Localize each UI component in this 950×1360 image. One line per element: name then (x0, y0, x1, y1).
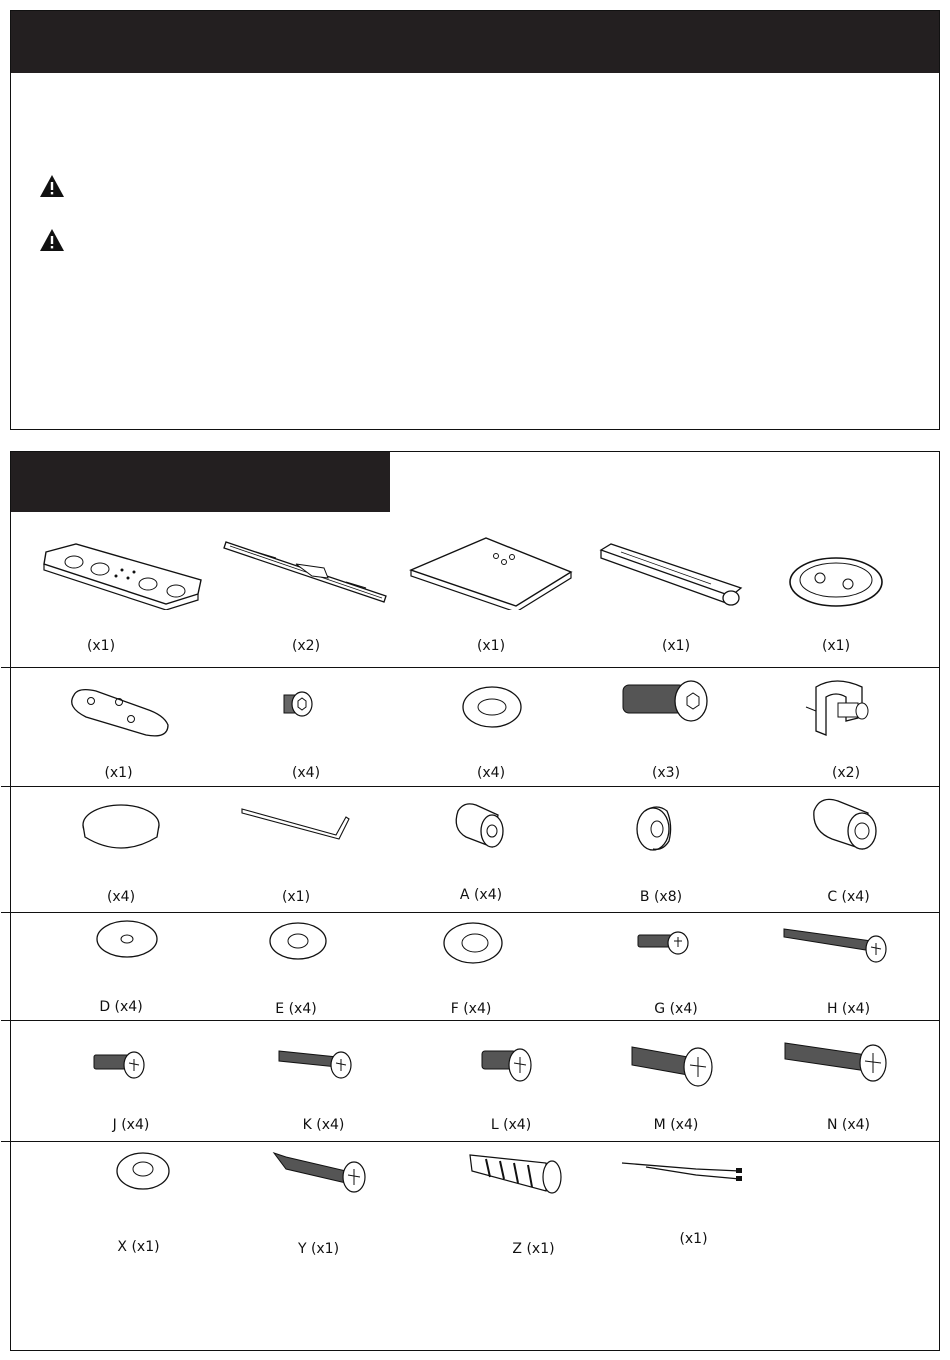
part-label: M (x4) (653, 1117, 699, 1133)
washer-e-icon (246, 917, 426, 997)
oval-cap-icon (776, 530, 950, 610)
part-oval-cap (776, 530, 950, 654)
part-washer (406, 677, 586, 797)
part-spacer-b (591, 797, 771, 917)
part-lag-bolt-y (266, 1147, 446, 1267)
part-label: (x2) (291, 638, 321, 654)
part-base-plate (406, 530, 586, 654)
round-pad-icon (71, 797, 251, 877)
part-label: A (x4) (459, 887, 503, 903)
part-label: (x4) (106, 889, 136, 905)
row-divider (1, 667, 940, 668)
part-screw-j (86, 1037, 266, 1157)
part-label: H (x4) (826, 1001, 871, 1017)
screw-m-icon (626, 1037, 806, 1117)
washer-x-icon (101, 1147, 281, 1227)
part-label: (x2) (831, 765, 861, 781)
part-washer-f (431, 917, 611, 1037)
part-label: (x4) (291, 765, 321, 781)
part-washer-d (81, 917, 261, 1037)
warning-triangle-icon (39, 228, 65, 252)
part-label: (x1) (104, 765, 133, 781)
part-label: (x1) (661, 638, 691, 654)
part-wall-plate (36, 530, 216, 654)
part-label: (x1) (476, 638, 506, 654)
screw-k-icon (271, 1037, 451, 1117)
column-icon (591, 530, 771, 610)
part-label: L (x4) (490, 1117, 532, 1133)
parts-header-bar (11, 452, 390, 512)
part-oval-plate (56, 677, 236, 797)
part-label: X (x1) (117, 1239, 160, 1255)
part-washer-e (246, 917, 426, 1037)
part-washer-x (101, 1147, 281, 1267)
spacer-c-icon (776, 797, 950, 877)
warnings-panel (10, 10, 940, 430)
part-round-pad (71, 797, 251, 917)
part-label: K (x4) (302, 1117, 345, 1133)
screw-h-icon (776, 917, 950, 997)
part-label: (x4) (476, 765, 506, 781)
rail-icon (216, 530, 396, 610)
washer-icon (406, 677, 586, 757)
part-screw-m (626, 1037, 806, 1157)
part-screw-k (271, 1037, 451, 1157)
part-label: (x1) (281, 889, 311, 905)
part-label: (x1) (679, 1231, 708, 1247)
part-clamp (776, 677, 950, 797)
clamp-icon (776, 677, 950, 757)
lag-bolt-y-icon (266, 1147, 446, 1227)
hex-bolt-icon (591, 677, 771, 757)
part-cable-ties (616, 1147, 796, 1267)
washer-d-icon (81, 917, 261, 997)
part-short-bolt (216, 677, 396, 797)
screw-n-icon (781, 1037, 950, 1117)
part-label: J (x4) (112, 1117, 150, 1133)
short-bolt-icon (216, 677, 396, 757)
wall-plate-icon (36, 530, 216, 610)
section-header-bar (11, 11, 939, 73)
screw-j-icon (86, 1037, 266, 1117)
cable-ties-icon (616, 1147, 796, 1227)
part-label: (x1) (821, 638, 851, 654)
part-label: Z (x1) (512, 1241, 555, 1257)
base-plate-icon (406, 530, 586, 610)
part-label: (x1) (86, 638, 116, 654)
part-label: C (x4) (827, 889, 870, 905)
part-rail (216, 530, 396, 654)
oval-plate-icon (56, 677, 236, 757)
part-column (591, 530, 771, 654)
allen-key-icon (236, 797, 416, 877)
part-allen-key (236, 797, 416, 917)
spacer-a-icon (406, 797, 586, 877)
spacer-b-icon (591, 797, 771, 877)
part-label: Y (x1) (297, 1241, 340, 1257)
part-label: N (x4) (826, 1117, 871, 1133)
part-label: G (x4) (654, 1001, 698, 1017)
part-label: (x3) (651, 765, 681, 781)
part-spacer-c (776, 797, 950, 917)
warning-triangle-icon (39, 174, 65, 198)
part-label: B (x8) (639, 889, 683, 905)
part-screw-h (776, 917, 950, 1037)
part-label: D (x4) (99, 999, 143, 1015)
part-spacer-a (406, 797, 586, 917)
parts-list-panel (10, 451, 940, 1351)
washer-f-icon (431, 917, 611, 997)
part-screw-n (781, 1037, 950, 1157)
part-label: E (x4) (275, 1001, 317, 1017)
part-label: F (x4) (450, 1001, 492, 1017)
part-hex-bolt (591, 677, 771, 797)
